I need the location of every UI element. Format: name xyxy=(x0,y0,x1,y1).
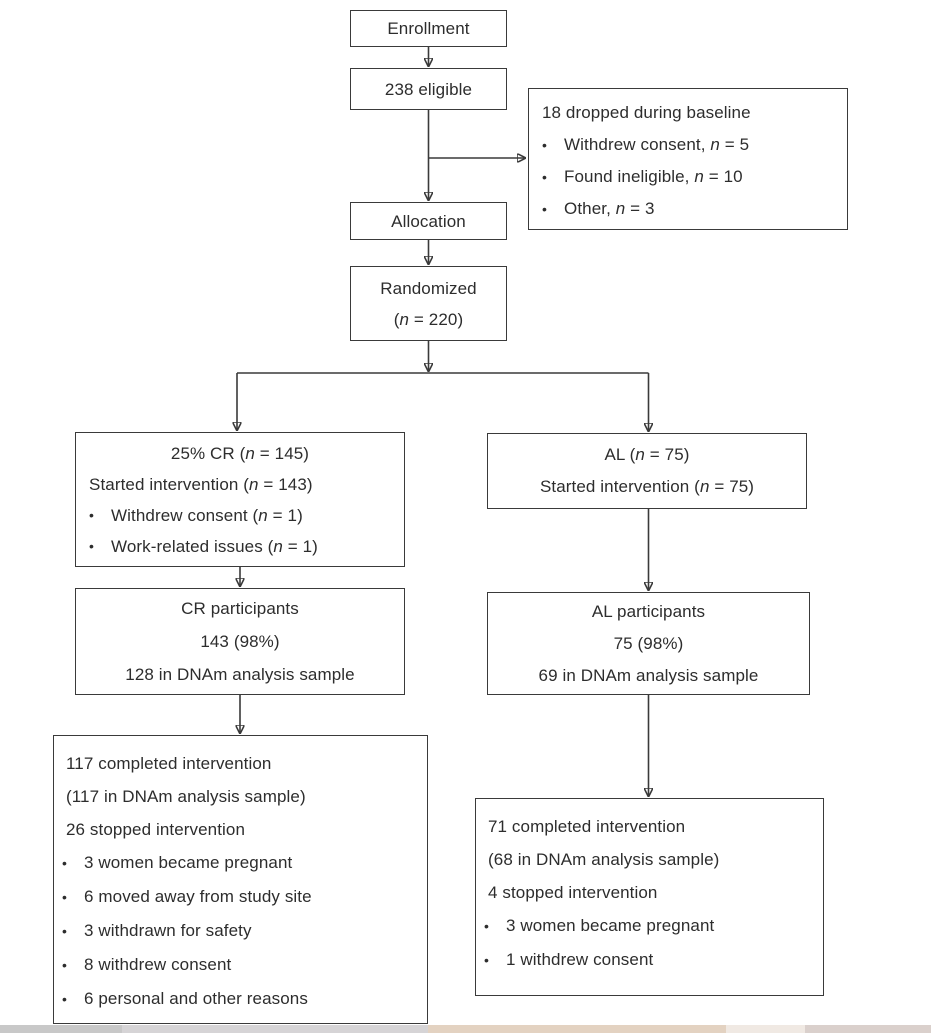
bullet-icon: • xyxy=(89,538,95,554)
al-outcome-stopped: 4 stopped intervention xyxy=(488,883,658,902)
cr-arm-subtitle: Started intervention (n = 143) xyxy=(89,475,313,494)
cr-outcome-item-text: 8 withdrew consent xyxy=(84,955,232,974)
randomized-box xyxy=(350,266,507,341)
al-outcome-box xyxy=(475,798,824,996)
cr-participants-dnam: 128 in DNAm analysis sample xyxy=(125,665,355,684)
cr-participants-box xyxy=(75,588,405,695)
cr-arm-item xyxy=(76,531,404,562)
cr-participants-count: 143 (98%) xyxy=(200,632,280,651)
cr-arm-box xyxy=(75,432,405,567)
cr-arm-title: 25% CR (n = 145) xyxy=(170,444,310,463)
bullet-icon: • xyxy=(62,923,68,939)
allocation-box xyxy=(350,202,507,240)
al-outcome-item-text: 1 withdrew consent xyxy=(506,950,654,969)
al-participants-box xyxy=(487,592,810,695)
dropped-item xyxy=(529,193,847,225)
cr-outcome-item xyxy=(54,880,427,914)
cr-participants-label: CR participants xyxy=(181,599,299,618)
dropped-item-text: Other, n = 3 xyxy=(564,199,655,218)
strip-segment xyxy=(0,1025,122,1033)
al-outcome-item xyxy=(476,909,823,943)
dropped-title: 18 dropped during baseline xyxy=(542,103,751,122)
cr-outcome-item xyxy=(54,982,427,1016)
eligible-label: 238 eligible xyxy=(384,79,473,99)
enrollment-box xyxy=(350,10,507,47)
strip-segment xyxy=(805,1025,931,1033)
strip-segment xyxy=(428,1025,726,1033)
bottom-edge-strip xyxy=(0,1025,931,1033)
al-outcome-item xyxy=(476,943,823,977)
cr-outcome-dnam: (117 in DNAm analysis sample) xyxy=(66,787,306,806)
al-outcome-dnam: (68 in DNAm analysis sample) xyxy=(488,850,720,869)
enrollment-label: Enrollment xyxy=(387,19,470,38)
bullet-icon: • xyxy=(89,507,95,523)
dropped-item xyxy=(529,129,847,161)
bullet-icon: • xyxy=(484,952,490,968)
al-arm-title: AL (n = 75) xyxy=(604,445,690,464)
cr-outcome-item xyxy=(54,846,427,880)
dropped-item-text: Found ineligible, n = 10 xyxy=(564,167,743,186)
dropped-during-baseline-box xyxy=(528,88,848,230)
cr-outcome-item-text: 6 personal and other reasons xyxy=(84,989,308,1008)
cr-outcome-item-text: 3 women became pregnant xyxy=(84,853,293,872)
al-participants-label: AL participants xyxy=(591,601,706,621)
bullet-icon: • xyxy=(542,169,548,185)
allocation-label: Allocation xyxy=(391,211,466,231)
cr-outcome-completed: 117 completed intervention xyxy=(66,754,272,773)
strip-segment xyxy=(726,1025,805,1033)
al-participants-count: 75 (98%) xyxy=(613,633,684,653)
cr-arm-item-text: Withdrew consent (n = 1) xyxy=(111,506,303,525)
bullet-icon: • xyxy=(484,918,490,934)
bullet-icon: • xyxy=(62,889,68,905)
bullet-icon: • xyxy=(62,991,68,1007)
dropped-item-text: Withdrew consent, n = 5 xyxy=(564,135,750,154)
dropped-item xyxy=(529,161,847,193)
randomized-n: (n = 220) xyxy=(393,309,464,329)
cr-arm-item xyxy=(76,500,404,531)
cr-outcome-item xyxy=(54,914,427,948)
al-outcome-completed: 71 completed intervention xyxy=(488,817,686,836)
al-participants-dnam: 69 in DNAm analysis sample xyxy=(538,665,759,685)
cr-arm-item-text: Work-related issues (n = 1) xyxy=(111,537,318,556)
cr-outcome-item xyxy=(54,948,427,982)
bullet-icon: • xyxy=(62,957,68,973)
bullet-icon: • xyxy=(542,201,548,217)
cr-outcome-item-text: 6 moved away from study site xyxy=(84,887,312,906)
strip-segment xyxy=(122,1025,428,1033)
bullet-icon: • xyxy=(542,137,548,153)
bullet-icon: • xyxy=(62,855,68,871)
randomized-label: Randomized xyxy=(380,278,477,298)
al-outcome-item-text: 3 women became pregnant xyxy=(506,916,715,935)
eligible-box xyxy=(350,68,507,110)
al-arm-subtitle: Started intervention (n = 75) xyxy=(539,477,755,496)
cr-outcome-item-text: 3 withdrawn for safety xyxy=(84,921,252,940)
cr-outcome-box xyxy=(53,735,428,1024)
cr-outcome-stopped: 26 stopped intervention xyxy=(66,820,246,839)
al-arm-box xyxy=(487,433,807,509)
